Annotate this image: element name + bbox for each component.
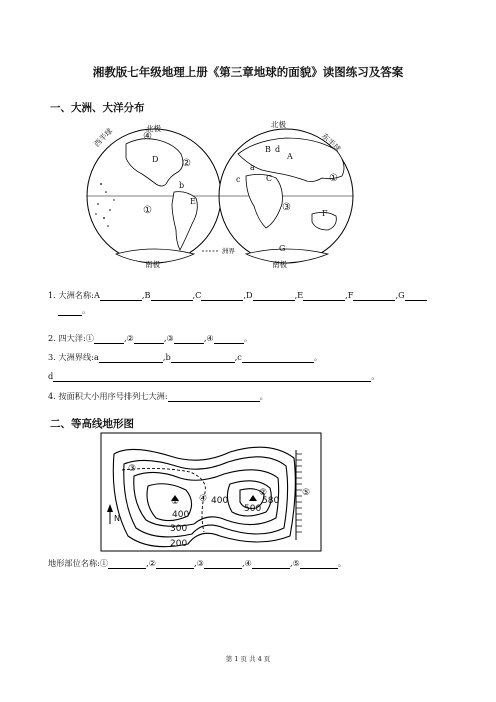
contour-label-580: 580 — [262, 496, 280, 506]
map-label-west-hemisphere: 西半球 — [92, 126, 115, 149]
question-1: 1. 大洲名称:A ,B ,C ,D ,E ,F ,G — [48, 290, 427, 301]
contour-label-400-low: 400 — [172, 510, 190, 520]
section-heading-contour-map: 二、等高线地形图 — [50, 418, 134, 430]
page-title: 湘教版七年级地理上册《第三章地球的面貌》读图练习及答案 — [92, 65, 404, 79]
contour-label-400-left: 400 — [211, 496, 229, 506]
map-label-ocean-4: ④ — [143, 131, 152, 142]
north-label: N — [114, 514, 120, 523]
question-4: 4. 按面积大小用序号排列七大洲: 。 — [48, 391, 268, 401]
section-heading-continents-oceans: 一、大洲、大洋分布 — [50, 102, 145, 114]
contour-marker-2: ② — [259, 488, 268, 498]
map-label-G: G — [279, 244, 286, 253]
map-label-ocean-1-east: ① — [329, 173, 338, 184]
contour-label-500: 500 — [244, 504, 262, 514]
map-label-north-pole-east: 北极 — [271, 120, 286, 129]
question-3: 3. 大洲界线:a ,b ,c 。 — [48, 352, 323, 362]
answer-blank-landform-5[interactable] — [300, 559, 338, 569]
answer-blank-landform-1[interactable] — [108, 559, 146, 569]
map-label-C: C — [266, 174, 273, 183]
map-label-B: B — [265, 145, 271, 154]
map-label-c: c — [236, 175, 241, 184]
question-3-cont: d 。 — [48, 371, 380, 381]
question-landforms: 地形部位名称:① ,② ,③ ,④ ,⑤ 。 — [48, 558, 347, 568]
map-label-d: d — [275, 145, 281, 154]
map-label-south-pole-east: 南极 — [272, 260, 287, 269]
answer-blank-landform-2[interactable] — [156, 559, 194, 569]
contour-marker-5: ⑤ — [302, 488, 311, 498]
answer-blank-landform-3[interactable] — [204, 559, 242, 569]
contour-label-200: 200 — [170, 539, 188, 549]
contour-marker-3: ③ — [128, 464, 137, 474]
question-2: 2. 四大洋:① ,② ,③ ,④ 。 — [48, 333, 253, 343]
map-legend-boundary: 洲界 — [222, 247, 235, 255]
map-label-ocean-1-west: ① — [143, 205, 152, 216]
page-footer: 第 1 页 共 4 页 — [225, 655, 271, 663]
map-label-south-pole-west: 南极 — [145, 260, 160, 269]
map-label-D: D — [152, 155, 159, 164]
answer-blank-landform-4[interactable] — [252, 559, 290, 569]
contour-label-300: 300 — [170, 524, 188, 534]
map-label-E: E — [190, 197, 196, 206]
question-1-cont: 。 — [58, 305, 90, 316]
map-label-A: A — [287, 152, 293, 161]
map-label-ocean-3: ③ — [282, 202, 291, 213]
contour-marker-1: ① — [171, 497, 180, 507]
contour-marker-4: ④ — [199, 494, 208, 504]
map-label-a: a — [250, 163, 255, 172]
map-label-F: F — [322, 209, 328, 218]
map-label-east-hemisphere: 东半球 — [320, 131, 343, 154]
map-label-north-pole-west: 北极 — [146, 124, 161, 133]
map-label-ocean-2: ② — [182, 158, 191, 169]
map-label-b: b — [179, 181, 185, 190]
